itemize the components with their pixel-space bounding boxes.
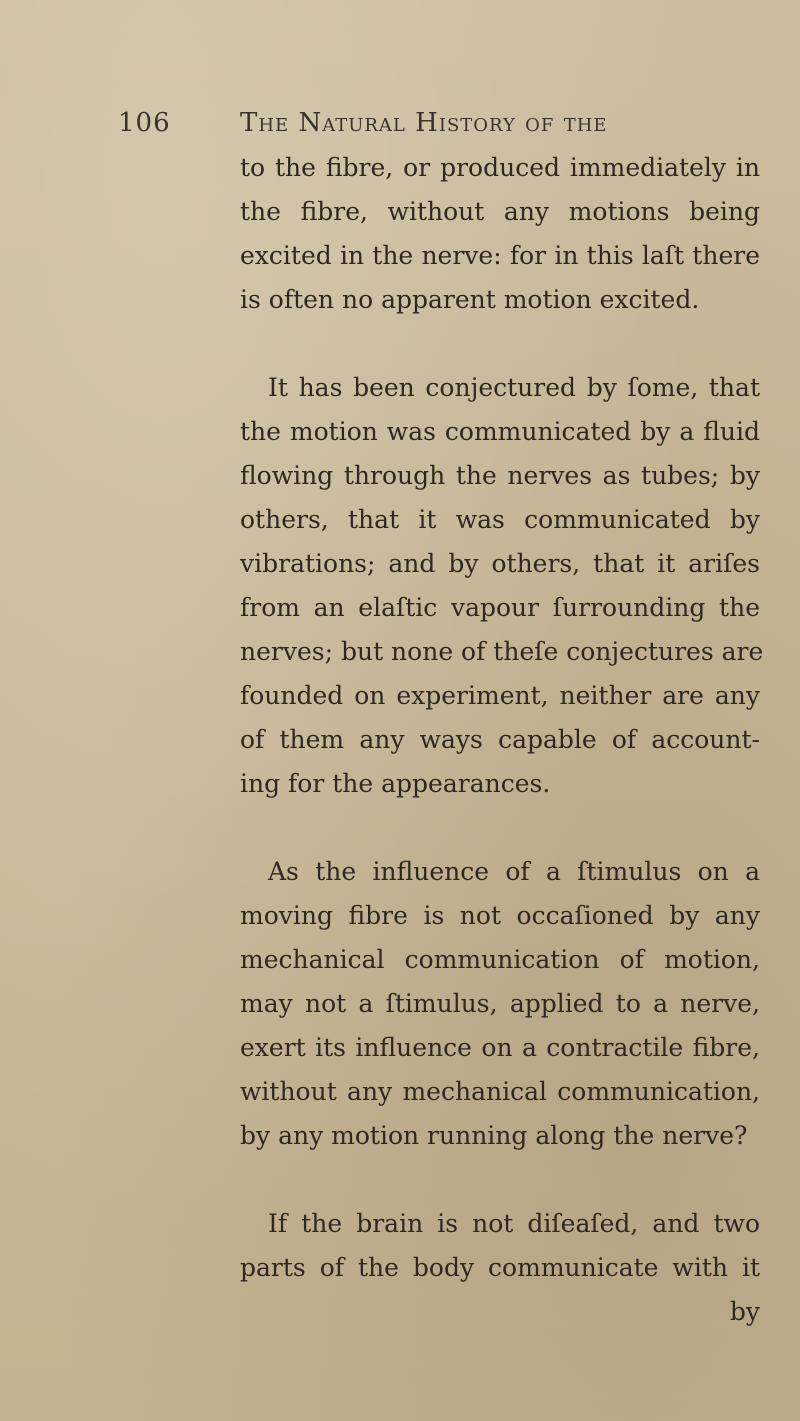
text-line: moving fibre is not occaſioned by any [240,901,760,930]
paragraph [240,850,760,1158]
text-line: from an elaſtic vapour ſurrounding the [240,593,760,622]
text-line: to the fibre, or produced immediately in [240,153,760,182]
page-number: 106 [118,108,171,138]
text-line: vibrations; and by others, that it ariſes [240,549,760,578]
text-line: As the influence of a ſtimulus on a [268,857,760,886]
running-head: The Natural History of the [240,108,608,138]
text-line: If the brain is not diſeaſed, and two [268,1209,760,1238]
text-line: others, that it was communicated by [240,505,760,534]
paragraph [240,366,764,806]
text-line: may not a ſtimulus, applied to a nerve, [240,989,760,1018]
text-line: is often no apparent motion excited. [240,285,700,314]
catchword: by [729,1297,760,1326]
text-line: nerves; but none of theſe conjectures are [240,637,764,666]
text-line: exert its influence on a contractile fibre, [240,1033,760,1062]
text-line: flowing through the nerves as tubes; by [240,461,760,490]
body-text [240,146,764,1334]
text-line: by any motion running along the nerve? [240,1121,748,1150]
text-line: excited in the nerve: for in this laſt there [240,241,760,270]
text-line: It has been conjectured by ſome, that [268,373,760,402]
text-line: the motion was communicated by a fluid [240,417,760,446]
paragraph [240,146,760,322]
paragraph-gap [240,1158,760,1202]
text-line: ing for the appearances. [240,769,551,798]
paragraph-gap [240,322,760,366]
text-line: the fibre, without any motions being [240,197,760,226]
text-line: founded on experiment, neither are any [240,681,760,710]
paragraph-gap [240,806,760,850]
text-line: of them any ways capable of account- [240,725,760,754]
text-line: parts of the body communicate with it [240,1253,760,1282]
paragraph [240,1202,760,1290]
text-line: mechanical communication of motion, [240,945,760,974]
text-line: without any mechanical communication, [240,1077,760,1106]
